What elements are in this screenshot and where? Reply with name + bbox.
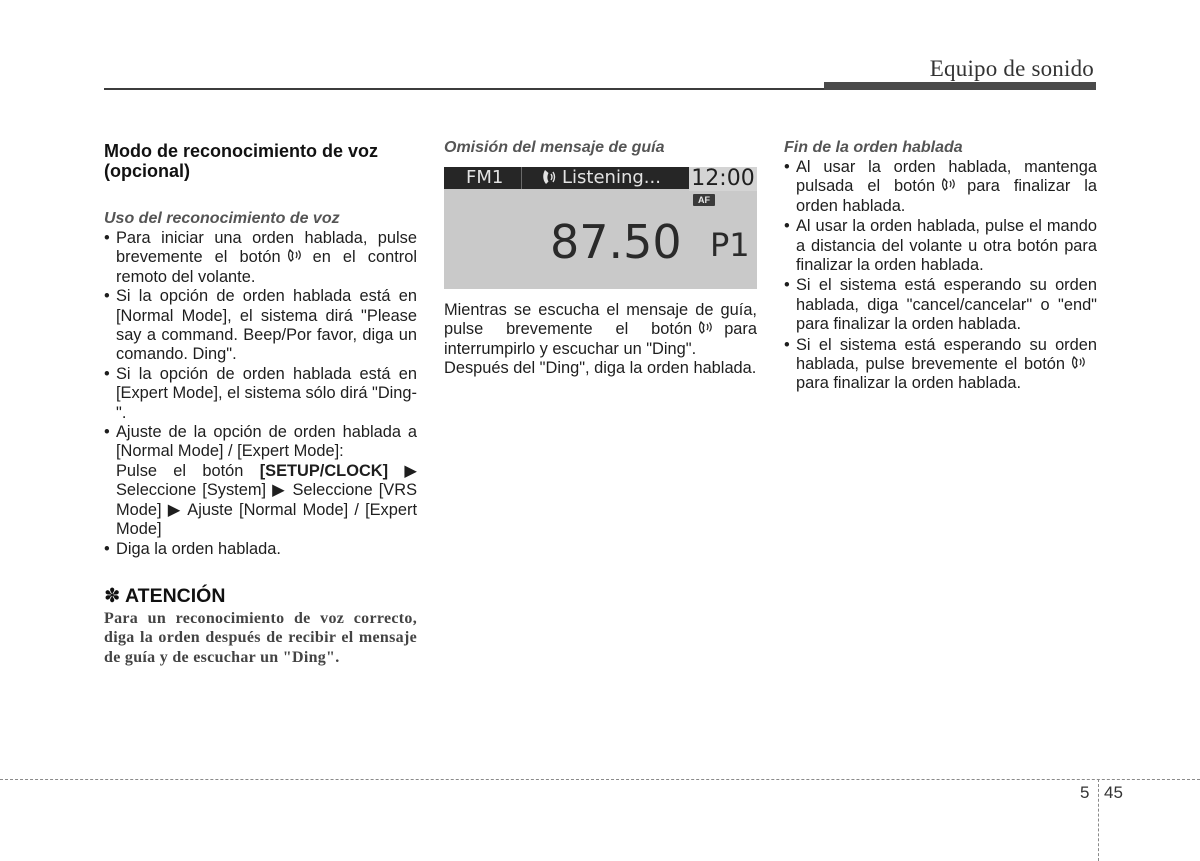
bullet-text: en el control remoto del volante. (116, 248, 418, 286)
chapter-number: 5 (1080, 783, 1090, 802)
paragraph: Después del "Ding", diga la orden hablada. (444, 359, 757, 378)
attention-heading: ✽ ATENCIÓN (104, 584, 226, 607)
page-header-title: Equipo de sonido (929, 56, 1094, 81)
bullet-text: ▶ Seleccione [System] ▶ Seleccione [VRS Mode] ▶ Ajuste [Normal Mode] / [Expert Mode] (116, 461, 417, 539)
bullet-item: • Si el sistema está esperando su orden hablada, diga "cancel/cancelar" o "end" para finalizar la orden hablada. (784, 276, 1097, 334)
bullet-text: Ajuste de la opción de orden hablada a [Normal Mode] / [Expert Mode]: (116, 423, 417, 461)
radio-display-image (444, 167, 757, 289)
display-frequency: 87.50 (550, 215, 682, 269)
bullet-text: Si el sistema está esperando su orden hablada, pulse brevemente el botón (796, 335, 1097, 374)
column-right (784, 138, 1097, 395)
footer-dashed-divider (1098, 779, 1099, 861)
bullet-list-fin (784, 158, 1097, 394)
voice-talk-icon (1071, 356, 1087, 370)
subsection-title-omision: Omisión del mensaje de guía (444, 139, 665, 156)
paragraph-text: para interrumpirlo y escuchar un "Ding". (444, 320, 757, 358)
display-separator (521, 167, 522, 189)
bullet-item (784, 336, 1097, 394)
bullet-item (784, 158, 1097, 216)
display-clock: 12:00 (689, 167, 757, 191)
display-preset: P1 (710, 226, 750, 264)
bullet-text: para finalizar la orden hablada. (796, 177, 1098, 215)
bullet-text: Pulse el botón (116, 461, 244, 480)
voice-talk-icon (941, 178, 957, 192)
column-middle (444, 138, 757, 379)
bullet-list-uso (104, 229, 417, 559)
subsection-title-uso: Uso del reconocimiento de voz (104, 210, 340, 227)
display-af-badge: AF (693, 194, 715, 206)
bullet-text: Para iniciar una orden hablada, pulse brevemente el botón (116, 229, 417, 267)
paragraph-text: Mientras se escucha el mensaje de guía, pulse brevemente el botón (444, 301, 757, 339)
voice-talk-icon (287, 249, 303, 263)
bullet-item: • Diga la orden hablada. (104, 540, 417, 559)
page-number: 45 (1104, 783, 1123, 802)
section-title: Modo de reconocimiento de voz (opcional) (104, 141, 379, 181)
subsection-title-fin: Fin de la orden hablada (784, 139, 963, 156)
voice-talk-icon (698, 321, 714, 335)
bullet-item: • Si la opción de orden hablada está en [Normal Mode], el sistema dirá "Please say a command. Beep/Por favor, diga un comando. Ding". (104, 287, 417, 365)
bullet-item (104, 229, 417, 287)
display-band: FM1 (466, 167, 504, 188)
display-status (542, 167, 661, 189)
column-left (104, 138, 417, 667)
bullet-text: Al usar la orden hablada, mantenga pulsada el botón (796, 158, 1097, 196)
header-rule-thin (104, 88, 826, 90)
header-rule-thick (824, 82, 1096, 90)
bullet-item: • Si la opción de orden hablada está en [Expert Mode], el sistema sólo dirá "Ding-". (104, 365, 417, 423)
bullet-item: • Al usar la orden hablada, pulse el mando a distancia del volante u otra botón para finalizar la orden hablada. (784, 217, 1097, 275)
listening-icon (542, 169, 556, 185)
bullet-text: para finalizar la orden hablada. (796, 374, 1022, 393)
bullet-item (104, 423, 417, 539)
display-status-text: Listening... (562, 167, 661, 188)
attention-text: Para un reconocimiento de voz correcto, diga la orden después de recibir el mensaje de guía y de escuchar un "Ding". (104, 609, 417, 666)
setup-clock-button-label: [SETUP/CLOCK] (259, 461, 389, 480)
footer-dashed-line (0, 779, 1200, 780)
paragraph (444, 301, 757, 359)
